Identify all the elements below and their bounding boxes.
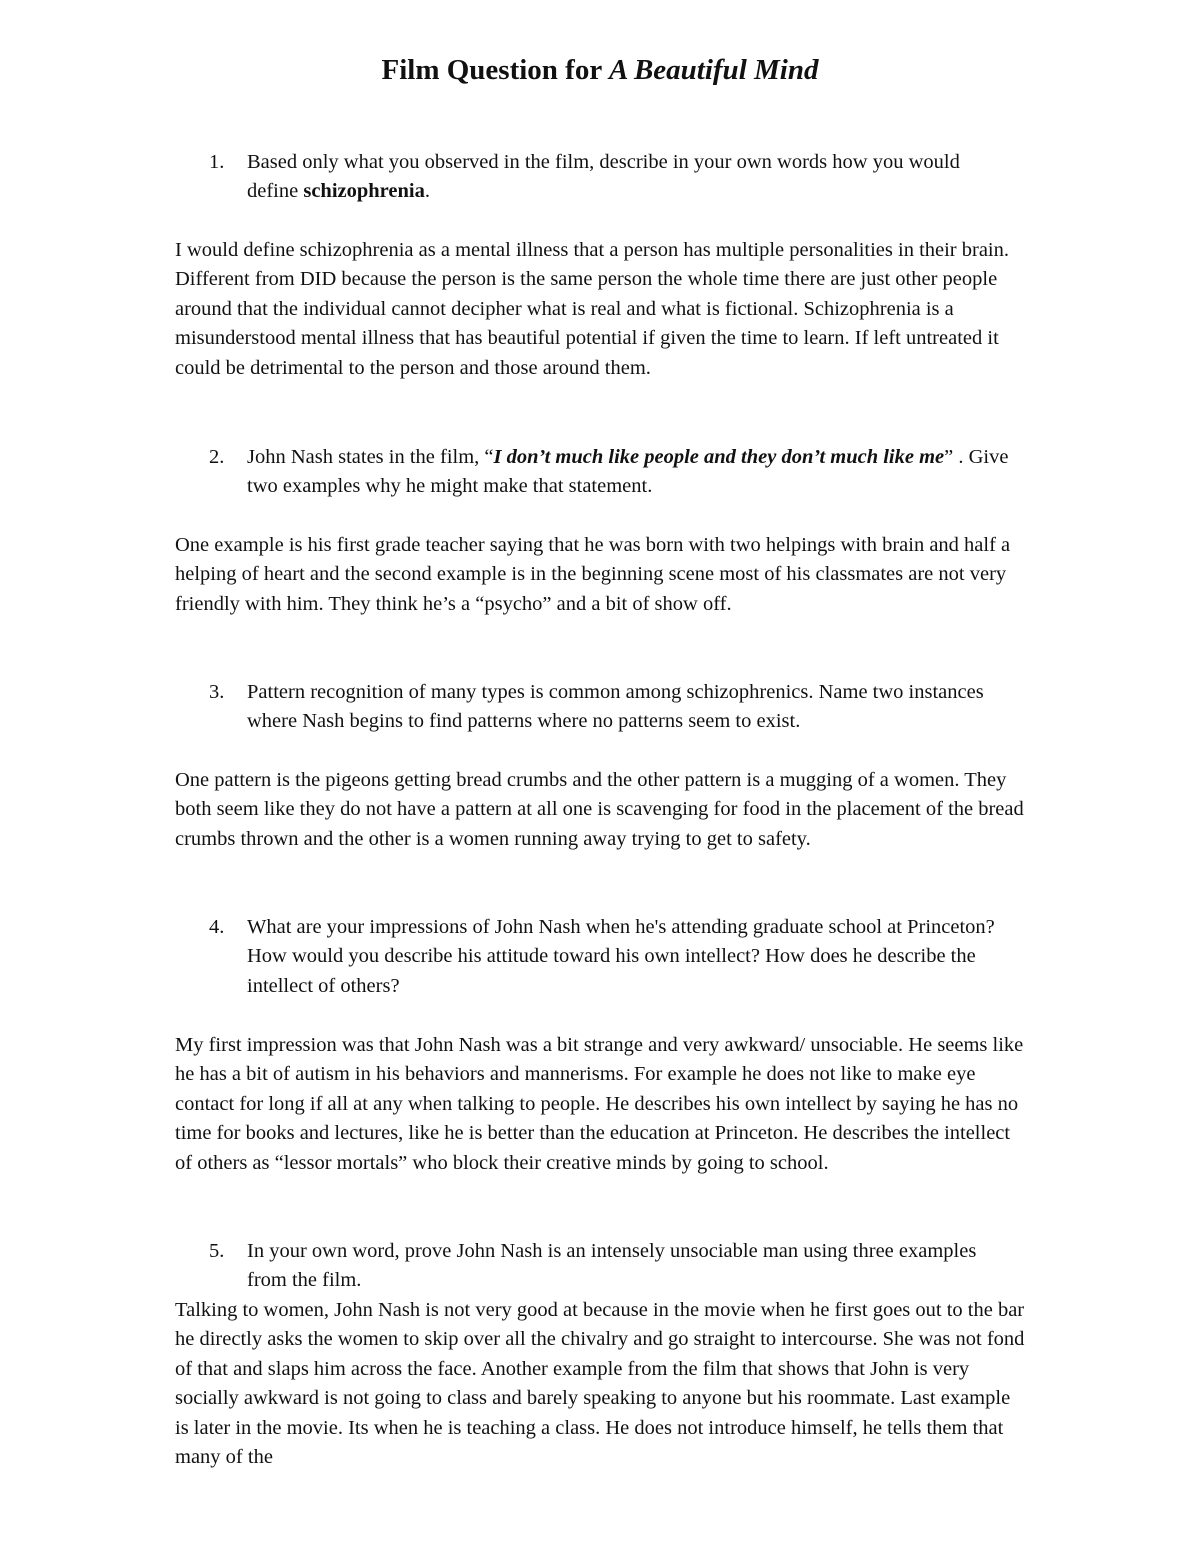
question-text: Pattern recognition of many types is common among schizophrenics. Name two instances where Nash begins to find patterns where no patterns seem to exist. xyxy=(247,681,984,733)
page-title xyxy=(0,50,1200,90)
question-4 xyxy=(209,913,1009,1001)
title-film-name: A Beautiful Mind xyxy=(608,54,819,86)
nash-quote: I don’t much like people and they don’t much like me xyxy=(493,446,945,468)
term-schizophrenia: schizophrenia xyxy=(303,180,425,203)
question-number: 5. xyxy=(209,1240,225,1262)
question-text-part: Based only what you observed in the film, describe in your own words how you would define xyxy=(247,151,960,203)
question-number: 1. xyxy=(209,151,225,173)
question-3 xyxy=(209,678,1009,737)
question-text: What are your impressions of John Nash when he's attending graduate school at Princeton? How would you describe his attitude toward his own intellect? How does he describe the intellect of others? xyxy=(247,916,995,997)
answer-4: My first impression was that John Nash was a bit strange and very awkward/ unsociable. He seems like he has a bit of autism in his behaviors and mannerisms. For example he does not like to make eye contact for long if all at any when talking to people. He describes his own intellect by saying he has no time for books and lectures, like he is better than the education at Princeton. He describes the intellect of others as “lessor mortals” who block their creative minds by going to school. xyxy=(175,1034,1024,1174)
question-1 xyxy=(209,148,1009,207)
question-5 xyxy=(209,1237,1009,1296)
answer-5: Talking to women, John Nash is not very good at because in the movie when he first goes out to the bar he directly asks the women to skip over all the chivalry and go straight to intercourse. She was not fond of that and slaps him across the face. Another example from the film that shows that John is very socially awkward is not going to class and barely speaking to anyone but his roommate. Last example is later in the movie. Its when he is teaching a class. He does not introduce himself, he tells them that many of the xyxy=(175,1299,1025,1469)
question-text xyxy=(209,148,1009,207)
answer-1: I would define schizophrenia as a mental illness that a person has multiple personalities in their brain. Different from DID because the person is the same person the whole time there are just other people around that the individual cannot decipher what is real and what is fictional. Schizophrenia is a misunderstood mental illness that has beautiful potential if given the time to learn. If left untreated it could be detrimental to the person and those around them. xyxy=(175,239,1010,379)
question-number: 4. xyxy=(209,916,225,938)
question-text-part: . xyxy=(424,180,430,203)
answer-2: One example is his first grade teacher saying that he was born with two helpings with brain and half a helping of heart and the second example is in the beginning scene most of his classmates are not very friendly with him. They think he’s a “psycho” and a bit of show off. xyxy=(175,534,1011,615)
question-number: 3. xyxy=(209,681,225,703)
answer-3: One pattern is the pigeons getting bread crumbs and the other pattern is a mugging of a women. They both seem like they do not have a pattern at all one is scavenging for food in the placement of the bread crumbs thrown and the other is a women running away trying to get to safety. xyxy=(175,769,1024,850)
question-text: In your own word, prove John Nash is an intensely unsociable man using three examples from the film. xyxy=(247,1240,977,1292)
question-number: 2. xyxy=(209,446,225,468)
question-text-part: ” . Give two examples why he might make that statement. xyxy=(247,446,1009,498)
question-text xyxy=(209,443,1009,502)
title-prefix: Film Question for xyxy=(381,54,609,86)
question-2 xyxy=(209,443,1009,502)
question-text-part: John Nash states in the film, “ xyxy=(247,446,494,468)
